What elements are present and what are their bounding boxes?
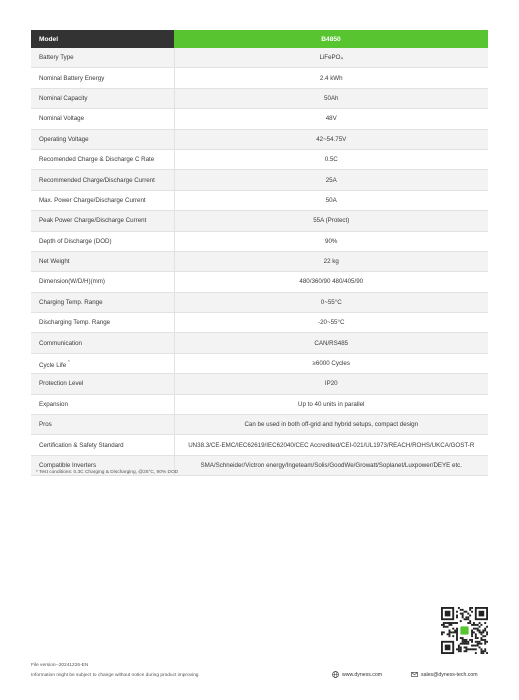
spec-value: Up to 40 units in parallel — [174, 394, 488, 414]
spec-table — [31, 30, 488, 476]
spec-label: Protection Level — [31, 374, 174, 394]
spec-value: 48V — [174, 109, 488, 129]
spec-value: UN38.3/CE-EMC/IEC62619/IEC62040/CEC Accredited/CEI-021/UL1973/REACH/ROHS/UKCA/GOST-R — [174, 435, 488, 455]
spec-label: Recommended Charge/Discharge Current — [31, 170, 174, 190]
spec-label: Nominal Battery Energy — [31, 68, 174, 88]
spec-value: Can be used in both off-grid and hybrid setups, compact design — [174, 415, 488, 435]
spec-label: Cycle Life* — [31, 353, 174, 373]
table-row — [31, 394, 488, 414]
table-row — [31, 353, 488, 373]
file-version: File version--20241226-EN — [31, 663, 89, 668]
website-text: www.dyness.com — [342, 671, 383, 678]
spec-value: 2.4 kWh — [174, 68, 488, 88]
table-header — [31, 30, 488, 48]
spec-label: Pros — [31, 415, 174, 435]
spec-label: Max. Power Charge/Discharge Current — [31, 190, 174, 210]
spec-label: Depth of Discharge (DOD) — [31, 231, 174, 251]
table-row — [31, 170, 488, 190]
spec-label: Compatible Inverters — [31, 455, 174, 475]
spec-value: SMA/Schneider/Victron energy/Ingeteam/Solis/GoodWe/Growatt/Soplanet/Luxpower/DEYE etc. — [174, 455, 488, 475]
qr-code-icon — [441, 607, 488, 654]
spec-value: 50A — [174, 190, 488, 210]
disclaimer: Information might be subject to change without notice during product improving — [31, 673, 199, 678]
spec-label: Expansion — [31, 394, 174, 414]
spec-label: Dimension(W/D/H)(mm) — [31, 272, 174, 292]
footnote: * Test conditions: 0.3C Charging & Discharging, @25°C, 90% DOD — [36, 470, 179, 475]
spec-label: Operating Voltage — [31, 129, 174, 149]
table-row — [31, 149, 488, 169]
table-row — [31, 333, 488, 353]
table-row — [31, 292, 488, 312]
spec-label: Discharging Temp. Range — [31, 313, 174, 333]
globe-icon — [332, 671, 339, 678]
spec-value: 42~54.75V — [174, 129, 488, 149]
table-row — [31, 313, 488, 333]
footnote-mark: * — [68, 358, 70, 364]
table-row — [31, 109, 488, 129]
spec-label: Battery Type — [31, 48, 174, 68]
spec-value: 50Ah — [174, 88, 488, 108]
spec-value: LiFePO₄ — [174, 48, 488, 68]
spec-value: ≥6000 Cycles — [174, 353, 488, 373]
header-model: B4850 — [174, 30, 488, 48]
table-row — [31, 415, 488, 435]
spec-label: Nominal Capacity — [31, 88, 174, 108]
table-row — [31, 68, 488, 88]
table-row — [31, 88, 488, 108]
table-row — [31, 190, 488, 210]
spec-value: CAN/RS485 — [174, 333, 488, 353]
table-row — [31, 272, 488, 292]
spec-label: Certification & Safety Standard — [31, 435, 174, 455]
spec-value: 22 kg — [174, 251, 488, 271]
spec-label: Peak Power Charge/Discharge Current — [31, 211, 174, 231]
spec-label: Charging Temp. Range — [31, 292, 174, 312]
spec-value: 0~55°C — [174, 292, 488, 312]
spec-value: -20~55°C — [174, 313, 488, 333]
spec-value: 55A (Protect) — [174, 211, 488, 231]
website-link[interactable] — [332, 671, 382, 678]
email-link[interactable] — [411, 671, 478, 678]
spec-value: 25A — [174, 170, 488, 190]
mail-icon — [411, 671, 418, 678]
spec-value: 480/360/90 480/405/90 — [174, 272, 488, 292]
table-row — [31, 48, 488, 68]
table-row — [31, 231, 488, 251]
spec-label: Net Weight — [31, 251, 174, 271]
table-row — [31, 374, 488, 394]
spec-value: 90% — [174, 231, 488, 251]
spec-value: 0.5C — [174, 149, 488, 169]
spec-label: Communication — [31, 333, 174, 353]
header-label: Model — [31, 30, 174, 48]
table-row — [31, 129, 488, 149]
table-row — [31, 251, 488, 271]
table-row — [31, 435, 488, 455]
spec-label: Nominal Voltage — [31, 109, 174, 129]
spec-label: Recomended Charge & Discharge C Rate — [31, 149, 174, 169]
table-row — [31, 211, 488, 231]
spec-value: IP20 — [174, 374, 488, 394]
email-text: sales@dyness-tech.com — [421, 671, 478, 678]
